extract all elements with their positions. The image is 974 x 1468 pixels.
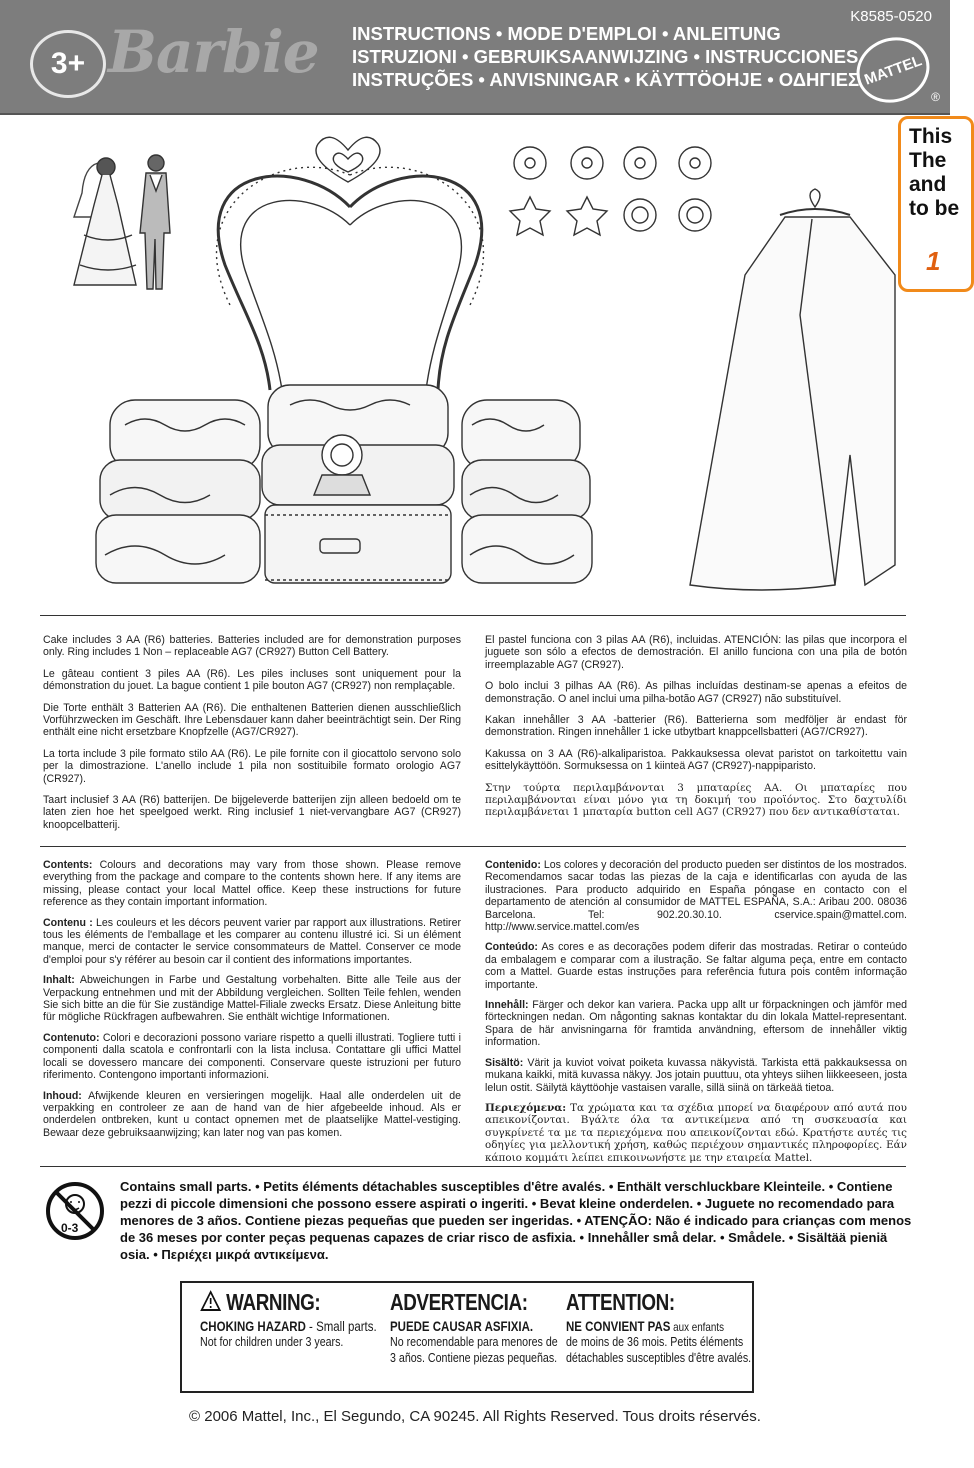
- battery-text-de: Die Torte enthält 3 Batterien AA (R6). Die enthaltenen Batterien dienen ausschließlich Vorführzwecken im Geschäft. Ihre Lebensdauer kann daher beeinträchtigt sein. Der Ring enthält eine nicht ersetzbare Knopfzelle (AG7/CR927).: [43, 701, 461, 739]
- contents-label: Contenuto:: [43, 1031, 100, 1044]
- warning-heading: [200, 1289, 377, 1316]
- contents-en: [43, 859, 461, 909]
- battery-info-left: [43, 634, 461, 840]
- contents-left: [43, 859, 461, 1147]
- battery-text-it: La torta include 3 pile formato stilo AA (R6). Le pile fornite con il giocattolo servono solo per la dimostrazione. L'anello include 1 pila non sostituibile formato orologio AG7 (CR927).: [43, 747, 461, 785]
- no-under-3-icon: [44, 1180, 106, 1242]
- warning-subheading: [566, 1318, 751, 1334]
- title-line-1: INSTRUCTIONS • MODE D'EMPLOI • ANLEITUNG: [352, 23, 781, 44]
- battery-text-en: Cake includes 3 AA (R6) batteries. Batteries included are for demonstration purposes only. Ring includes 1 Non – replaceable AG7 (CR927) Button Cell Battery.: [43, 634, 461, 659]
- contents-label: Innehåll:: [485, 999, 529, 1012]
- contents-label: Inhalt:: [43, 974, 75, 987]
- contents-fi: [485, 1057, 907, 1094]
- battery-text-nl: Taart inclusief 3 AA (R6) batterijen. De bijgeleverde batterijen zijn alleen bedoeld om te laten zien hoe het speelgoed werkt. Ring inclusief 1 niet-vervangbare AG7 (CR927) knoopcelbatterij.: [43, 794, 461, 831]
- contents-it: [43, 1032, 461, 1082]
- mattel-logo: MATTEL: [847, 27, 938, 112]
- contents-sv: [485, 999, 907, 1049]
- instructions-title: [352, 22, 859, 91]
- contents-label: Contents:: [43, 859, 93, 871]
- contents-label: Contenu :: [43, 916, 93, 929]
- warning-line: détachables susceptibles d'être avalés.: [566, 1350, 752, 1365]
- choking-hazard-text: CHOKING HAZARD: [200, 1318, 306, 1334]
- sticker-line: This: [909, 125, 953, 148]
- brand-logo: Barbie: [108, 18, 319, 86]
- small-parts-text: Contains small parts. • Petits éléments détachables susceptibles d'être avalés. • Enthält verschluckbare Kleinteile. • Contiene pezzi di piccole dimensioni che possono essere aspirati o ingeriti. • Bevat kleine onderdelen. • Juguete no recomendado para menores de 3 años. Contiene piezas pequeñas que pueden ser ingeridas. • ATENÇÃO: Não é indicado para crianças com menos de 36 meses por conter peças pequenas capazes de criar risco de asfixia. • Innehåller små delar. • Smådele. • Sisältää pieniä osia. • Περιέχει μικρά αντικείμενα.: [120, 1179, 912, 1262]
- left-side-cake-icon: [96, 400, 260, 583]
- battery-text-sv: Kakan innehåller 3 AA -batterier (R6). Batterierna som medföljer är endast för demonstration. Ringen innehåller 1 icke utbytbart knappcellsbatteri (AG7/CR927).: [485, 714, 907, 739]
- warning-sub-rest: aux enfants: [670, 1320, 725, 1334]
- contents-text: Colours and decorations may vary from those shown. Please remove everything from the package and compare to the contents shown here. If any items are missing, please contact your local Mattel office. Keep these instructions for future reference as they contain important information.: [43, 859, 461, 909]
- sticker-line: and: [909, 173, 947, 196]
- contents-text: Les couleurs et les décors peuvent varier par rapport aux illustrations. Retirer tous les éléments de l'emballage et les comparer au contenu illustré ici. Si un élément manque, merci de contacter le service consommateurs de Mattel. Conserver ce mode d'emploi pour s'y référer au besoin car il contient des informations importantes.: [43, 916, 461, 966]
- warning-heading-text: WARNING:: [226, 1289, 321, 1315]
- contents-label: Inhoud:: [43, 1089, 82, 1102]
- contents-label: Sisältö:: [485, 1056, 524, 1069]
- small-parts-text: - Small parts.: [305, 1318, 377, 1334]
- contents-label: Conteúdo:: [485, 941, 538, 954]
- battery-text-fr: Le gâteau contient 3 piles AA (R6). Les piles incluses sont uniquement pour la démonstration du jouet. La bague contient 1 pile bouton AG7 (CR927) non remplaçable.: [43, 667, 461, 693]
- contents-label: Περιεχόμενα:: [485, 1101, 567, 1114]
- warning-subheading: [200, 1318, 377, 1334]
- battery-text-el: Στην τούρτα περιλαμβάνονται 3 μπαταρίες AA. Οι μπαταρίες που περιλαμβάνονται είναι μόνο για τη δοκιμή του προϊόντος. Στο δαχτυλίδι περιλαμβάνεται 1 μπαταρία button cell AG7 (CR927) που δεν αντικαθίσταται.: [485, 781, 907, 819]
- choking-warning-box: [180, 1281, 754, 1393]
- battery-text-es: El pastel funciona con 3 pilas AA (R6), incluidas. ATENCIÓN: las pilas que incorpora el juguete son sólo a efectos de demostración. El anillo funciona con una pila de botón irreemplazable AG7 (CR927).: [485, 634, 907, 671]
- sticker-line: The: [909, 149, 947, 172]
- heart-arch-stand-icon: [217, 137, 484, 390]
- age-range-label: 0-3: [61, 1221, 79, 1235]
- warning-fr: [566, 1289, 792, 1366]
- contents-text: Abweichungen in Farbe und Gestaltung vorbehalten. Bitte alle Teile aus der Verpackung entnehmen und mit der Abbildung vergleichen. Sollten Teile fehlen, wenden Sie sich bitte an die für Sie zuständige Mattel-Filiale zwecks Ersatz. Diese Anleitung bitte für mögliche Rückfragen aufbewahren. Sie enthält wichtige Informationen.: [43, 974, 462, 1024]
- contents-es: [485, 859, 907, 933]
- warning-subheading: PUEDE CAUSAR ASFIXIA.: [390, 1318, 534, 1334]
- contents-text: As cores e as decorações podem diferir das mostradas. Retirar o conteúdo da embalagem e comparar com a ilustração. Se faltar alguma peça, entre em contacto com a Mattel. Guarde estas instruções para referência futura pois contêm informação importante.: [485, 941, 908, 991]
- sticker-line: to be: [909, 197, 960, 220]
- contents-text: Colori e decorazioni possono variare rispetto a quelli illustrati. Togliere tutti i componenti dalla scatola e confrontarli con la lista inclusa. Contattare gli uffici Mattel locali se dovessero mancare dei componenti. Conservare queste istruzioni per futuro riferimento. Contengono importanti informazioni.: [43, 1031, 461, 1082]
- sticker-number: 1: [926, 246, 941, 276]
- warning-line: de moins de 36 mois. Petits éléments: [566, 1334, 744, 1349]
- contents-text: Τα χρώματα και τα σχέδια μπορεί να διαφέρουν από αυτά που απεικονίζονται. Βγάλτε όλα τα αντικείμενα από τη συσκευασία και συγκρίνετέ τα με τα περιεχόμενα που απεικονίζονται εδώ. Κρατήστε αυτές τις οδηγίες για μελλοντική χρήση, καθώς περιέχουν σημαντικές πληροφορίες. Εάν κάποιο κομμάτι λείπει επικοινωνήστε με την εταιρεία Mattel.: [485, 1101, 907, 1164]
- warning-sub-bold: NE CONVIENT PAS: [566, 1318, 671, 1334]
- contents-right: [485, 859, 907, 1172]
- warning-heading: ATTENTION:: [566, 1289, 675, 1315]
- right-side-cake-icon: [462, 400, 592, 583]
- section-divider: [40, 1166, 906, 1167]
- registered-mark: ®: [931, 90, 940, 104]
- battery-text-fi: Kakussa on 3 AA (R6)-alkaliparistoa. Pakkauksessa olevat paristot on tarkoitettu vain esittelykäyttöön. Sormuksessa on 1 kiinteä AG7 (CR927)-nappiparisto.: [485, 747, 907, 773]
- contents-text: Färger och dekor kan variera. Packa upp allt ur förpackningen och jämför med förteckningen nedan. Om någonting saknas kontaktar du din lokala Mattel-representant. Spara de här anvisningarna för framtida användning, eftersom de innehåller viktig information.: [485, 999, 907, 1049]
- flower-decorations-icon: [510, 147, 711, 235]
- header-banner: [0, 0, 950, 115]
- contents-el: [485, 1102, 907, 1164]
- contents-text: Värit ja kuviot voivat poiketa kuvassa näkyvistä. Tarkista että pakkauksessa on mukana kaikki, mitä kuvassa näkyy. Jos jotain puuttuu, ota yhteys siihen liikkeeseen, josta lelun ostit. Säilytä käyttöohje vastaisen varalle, sillä siinä on tärkeää tietoa.: [485, 1056, 908, 1094]
- battery-text-pt: O bolo inclui 3 pilhas AA (R6). As pilhas incluídas destinam-se apenas a efeitos de demonstração. O anel inclui uma pilha-botão AG7 (CR927) não substituível.: [485, 680, 907, 705]
- warning-en: [200, 1289, 415, 1350]
- contents-fr: [43, 917, 461, 967]
- copyright-footer: © 2006 Mattel, Inc., El Segundo, CA 90245. All Rights Reserved. Tous droits réservés.: [189, 1408, 761, 1425]
- contents-pt: [485, 941, 907, 991]
- title-line-3: INSTRUÇÕES • ANVISNINGAR • KÄYTTÖOHJE • ΟΔΗΓΙΕΣ: [352, 69, 860, 90]
- warning-line: No recomendable para menores de: [390, 1334, 558, 1349]
- contents-text: Afwijkende kleuren en versieringen mogelijk. Haal alle onderdelen uit de verpakking en controleer ze aan de hand van de hier afgebeelde inhoud. Als er onderdelen ontbreken, kunt u contact opnemen met de plaatselijke Mattel-vestiging. Bewaar deze gebruiksaanwijzing; kan later nog van pas komen.: [43, 1089, 462, 1139]
- center-cake-with-drawer-icon: [262, 385, 454, 583]
- bride-and-groom-dolls-icon: [74, 155, 170, 289]
- contents-text: Los colores y decoración del producto pueden ser distintos de los mostrados. Recomendamos sacar todas las piezas de la caja e identificarlas con ayuda de las ilustraciones. Para producto adquirido en España póngase en contacto con el departamento de atención al consumidor de MATTEL ESPAÑA, S.A.: Aribau 200. 08036 Barcelona. Tel: 902.20.30.10. cservice.spain@mattel.com. http://www.service.mattel.com/es: [485, 859, 907, 934]
- contents-label: Contenido:: [485, 859, 541, 871]
- contents-nl: [43, 1090, 461, 1140]
- product-code: K8585-0520: [850, 8, 932, 25]
- age-badge: 3+: [30, 30, 106, 98]
- warning-line: Not for children under 3 years.: [200, 1334, 344, 1349]
- battery-info-right: [485, 634, 907, 828]
- warning-heading: ADVERTENCIA:: [390, 1289, 528, 1315]
- corner-sticker: [898, 116, 974, 292]
- section-divider: [40, 615, 906, 616]
- product-illustration: [0, 115, 900, 615]
- veil-cape-icon: [690, 189, 895, 590]
- contents-de: [43, 974, 461, 1024]
- warning-es: [390, 1289, 595, 1366]
- warning-line: 3 años. Contiene piezas pequeñas.: [390, 1350, 558, 1365]
- title-line-2: ISTRUZIONI • GEBRUIKSAANWIJZING • INSTRUCCIONES: [352, 46, 859, 67]
- section-divider: [40, 846, 906, 847]
- warning-triangle-icon: [200, 1290, 221, 1312]
